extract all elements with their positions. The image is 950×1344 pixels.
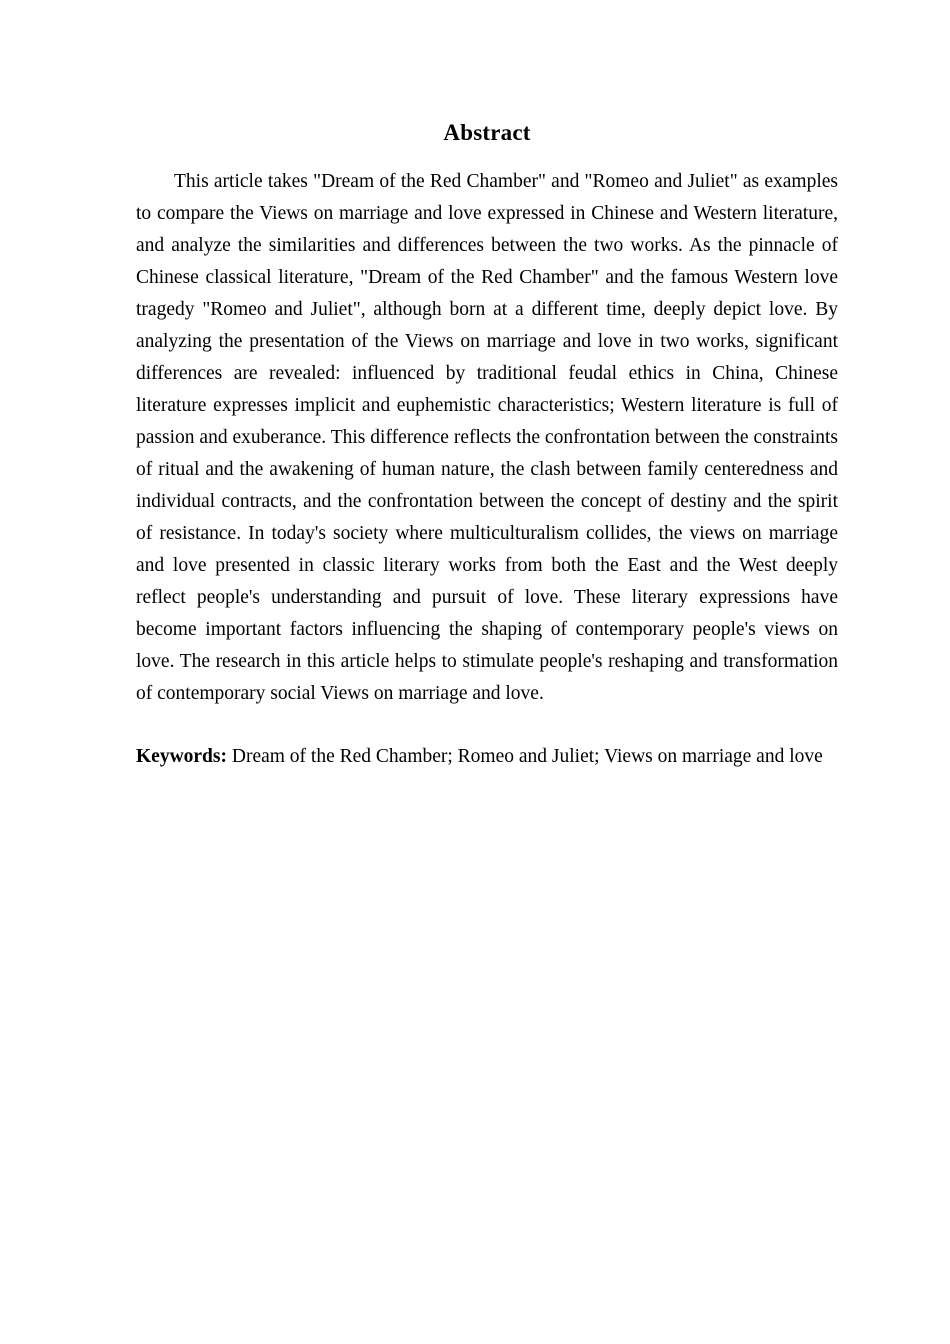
keywords-line — [136, 741, 838, 773]
keywords-label: Keywords: — [136, 746, 227, 767]
abstract-body-paragraph: This article takes "Dream of the Red Chamber" and "Romeo and Juliet" as examples to compare the Views on marriage and love expressed in Chinese and Western literature, and analyze the similarities and differences between the two works. As the pinnacle of Chinese classical literature, "Dream of the Red Chamber" and the famous Western love tragedy "Romeo and Juliet", although born at a different time, deeply depict love. By analyzing the presentation of the Views on marriage and love in two works, significant differences are revealed: influenced by traditional feudal ethics in China, Chinese literature expresses implicit and euphemistic characteristics; Western literature is full of passion and exuberance. This difference reflects the confrontation between the constraints of ritual and the awakening of human nature, the clash between family centeredness and individual contracts, and the confrontation between the concept of destiny and the spirit of resistance. In today's society where multiculturalism collides, the views on marriage and love presented in classic literary works from both the East and the West deeply reflect people's understanding and pursuit of love. These literary expressions have become important factors influencing the shaping of contemporary people's views on love. The research in this article helps to stimulate people's reshaping and transformation of contemporary social Views on marriage and love. — [136, 171, 838, 704]
page-title: Abstract — [443, 120, 531, 145]
page-content — [136, 118, 838, 773]
keywords-list: Dream of the Red Chamber; Romeo and Juliet; Views on marriage and love — [231, 746, 823, 767]
